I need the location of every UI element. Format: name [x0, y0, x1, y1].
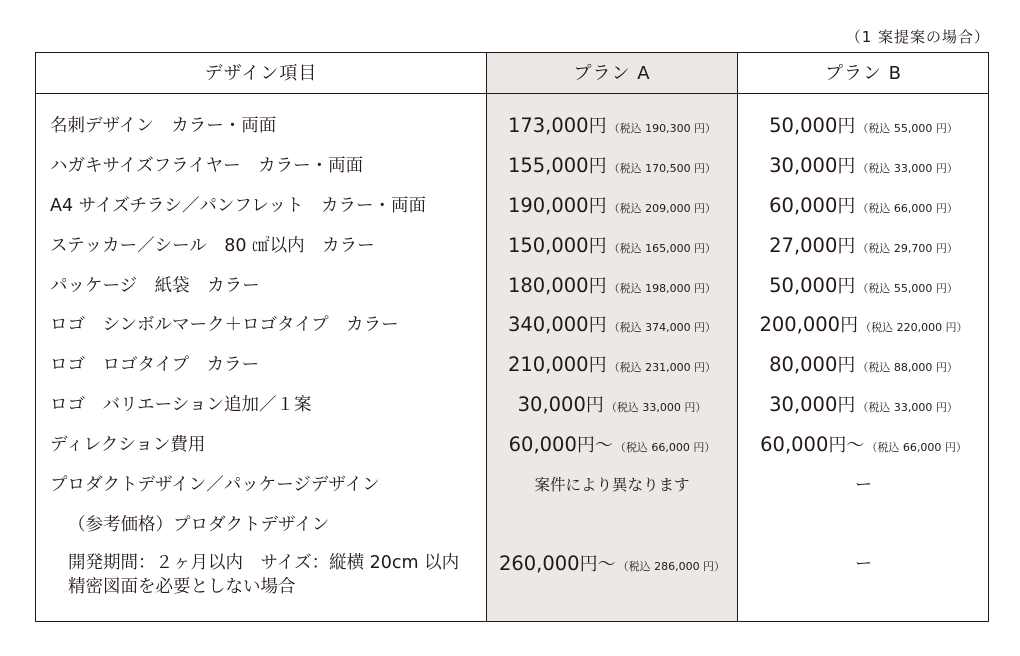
price-unit: 円 [588, 276, 607, 297]
table-row [36, 426, 988, 464]
item-label: ステッカー／シール 80 ㎠以内 カラー [50, 236, 375, 256]
plan-a-price-cell [487, 346, 737, 384]
item-label: ロゴ シンボルマーク＋ロゴタイプ カラー [50, 315, 399, 335]
plan-b-price-cell [738, 267, 989, 305]
plan-b-price-cell [738, 107, 989, 145]
price-unit: 円 [588, 355, 607, 376]
price-value: 60,000 [508, 433, 577, 456]
price-value: 210,000 [507, 353, 589, 376]
price-value: 27,000 [769, 234, 838, 257]
item-label: 名刺デザイン カラー・両面 [50, 116, 277, 136]
plan-a-note: 案件により異なります [534, 476, 690, 494]
tax-included-price: （税込 66,000 円） [614, 441, 716, 454]
price-value: 340,000 [507, 313, 589, 336]
price-unit: 円 [837, 236, 856, 257]
price-unit: 円〜 [828, 435, 865, 456]
price-table [35, 52, 989, 622]
tax-included-price: （税込 170,500 円） [608, 162, 717, 175]
tax-included-price: （税込 209,000 円） [608, 202, 717, 215]
plan-b-price-cell [738, 227, 989, 265]
tax-included-price: （税込 286,000 円） [617, 560, 726, 573]
price-unit: 円 [588, 315, 607, 336]
price-value: 260,000 [498, 552, 580, 575]
plan-b-price-cell [738, 187, 989, 225]
item-label: ロゴ バリエーション追加／１案 [50, 395, 312, 415]
price-value: 60,000 [760, 433, 829, 456]
item-label: ロゴ ロゴタイプ カラー [50, 355, 260, 375]
price-unit: 円 [588, 196, 607, 217]
price-unit: 円〜 [576, 435, 613, 456]
price-value: 200,000 [759, 313, 841, 336]
table-row [36, 107, 988, 145]
plan-b-dash: ー [855, 475, 872, 495]
tax-included-price: （税込 165,000 円） [608, 242, 717, 255]
plan-b-price-cell [738, 306, 989, 344]
proposal-note: （1 案提案の場合） [845, 28, 990, 46]
price-value: 80,000 [769, 353, 838, 376]
tax-included-price: （税込 29,700 円） [857, 242, 958, 255]
price-value: 190,000 [507, 194, 589, 217]
plan-a-price-cell [487, 147, 737, 185]
plan-a-price-cell [487, 267, 737, 305]
price-value: 50,000 [769, 274, 838, 297]
table-row [36, 187, 988, 225]
tax-included-price: （税込 66,000 円） [866, 441, 967, 454]
table-row [36, 267, 988, 305]
item-label: プロダクトデザイン／パッケージデザイン [50, 475, 380, 495]
plan-b-price-cell [738, 346, 989, 384]
price-value: 155,000 [507, 154, 589, 177]
plan-a-price-cell [487, 426, 737, 464]
price-unit: 円 [837, 116, 856, 137]
price-value: 50,000 [769, 114, 838, 137]
price-unit: 円 [585, 395, 604, 416]
price-unit: 円 [588, 116, 607, 137]
tax-included-price: （税込 190,300 円） [608, 122, 717, 135]
price-unit: 円 [837, 276, 856, 297]
plan-a-price-cell [487, 306, 737, 344]
plan-a-price-cell [487, 386, 737, 424]
price-unit: 円 [837, 395, 856, 416]
tax-included-price: （税込 55,000 円） [857, 122, 958, 135]
price-value: 30,000 [769, 393, 838, 416]
table-row-reference [36, 506, 988, 544]
plan-a-price-cell [487, 107, 737, 145]
header-divider [36, 93, 988, 94]
table-row [36, 386, 988, 424]
tax-included-price: （税込 220,000 円） [860, 321, 968, 334]
tax-included-price: （税込 33,000 円） [857, 401, 958, 414]
price-value: 180,000 [507, 274, 589, 297]
price-unit: 円 [840, 315, 859, 336]
item-label: パッケージ 紙袋 カラー [50, 276, 260, 296]
tax-included-price: （税込 55,000 円） [857, 282, 958, 295]
tax-included-price: （税込 66,000 円） [857, 202, 958, 215]
plan-b-price-cell [738, 147, 989, 185]
price-unit: 円 [837, 156, 856, 177]
plan-a-price-cell [487, 227, 737, 265]
price-unit: 円 [837, 196, 856, 217]
item-label: ハガキサイズフライヤー カラー・両面 [50, 156, 364, 176]
table-row-product [36, 466, 988, 504]
price-value: 60,000 [769, 194, 838, 217]
price-value: 173,000 [507, 114, 589, 137]
price-unit: 円 [588, 236, 607, 257]
price-value: 30,000 [769, 154, 838, 177]
plan-b-price-cell [738, 426, 989, 464]
tax-included-price: （税込 231,000 円） [608, 361, 717, 374]
reference-line-2: 精密図面を必要としない場合 [68, 577, 296, 597]
price-unit: 円 [837, 355, 856, 376]
plan-b-dash: ー [855, 554, 872, 574]
plan-a-price-cell [487, 545, 737, 583]
plan-a-price-cell [487, 187, 737, 225]
item-label: ディレクション費用 [50, 435, 206, 455]
tax-included-price: （税込 374,000 円） [608, 321, 717, 334]
table-row-reference-detail [36, 543, 988, 603]
price-value: 30,000 [517, 393, 586, 416]
plan-b-price-cell [738, 386, 989, 424]
reference-title: （参考価格）プロダクトデザイン [68, 515, 330, 535]
header-plan-a: プラン A [573, 63, 651, 84]
tax-included-price: （税込 88,000 円） [857, 361, 958, 374]
price-unit: 円 [588, 156, 607, 177]
item-label: A4 サイズチラシ／パンフレット カラー・両面 [50, 196, 427, 216]
header-design-item: デザイン項目 [204, 63, 318, 84]
price-value: 150,000 [507, 234, 589, 257]
price-unit: 円〜 [579, 554, 616, 575]
reference-detail [68, 551, 459, 599]
table-row [36, 306, 988, 344]
reference-line-1: 開発期間：２ヶ月以内 サイズ：縦横 20cm 以内 [68, 553, 460, 573]
tax-included-price: （税込 198,000 円） [608, 282, 717, 295]
table-row [36, 346, 988, 384]
table-row [36, 147, 988, 185]
header-plan-b: プラン B [824, 63, 903, 84]
tax-included-price: （税込 33,000 円） [605, 401, 707, 414]
tax-included-price: （税込 33,000 円） [857, 162, 958, 175]
table-row [36, 227, 988, 265]
